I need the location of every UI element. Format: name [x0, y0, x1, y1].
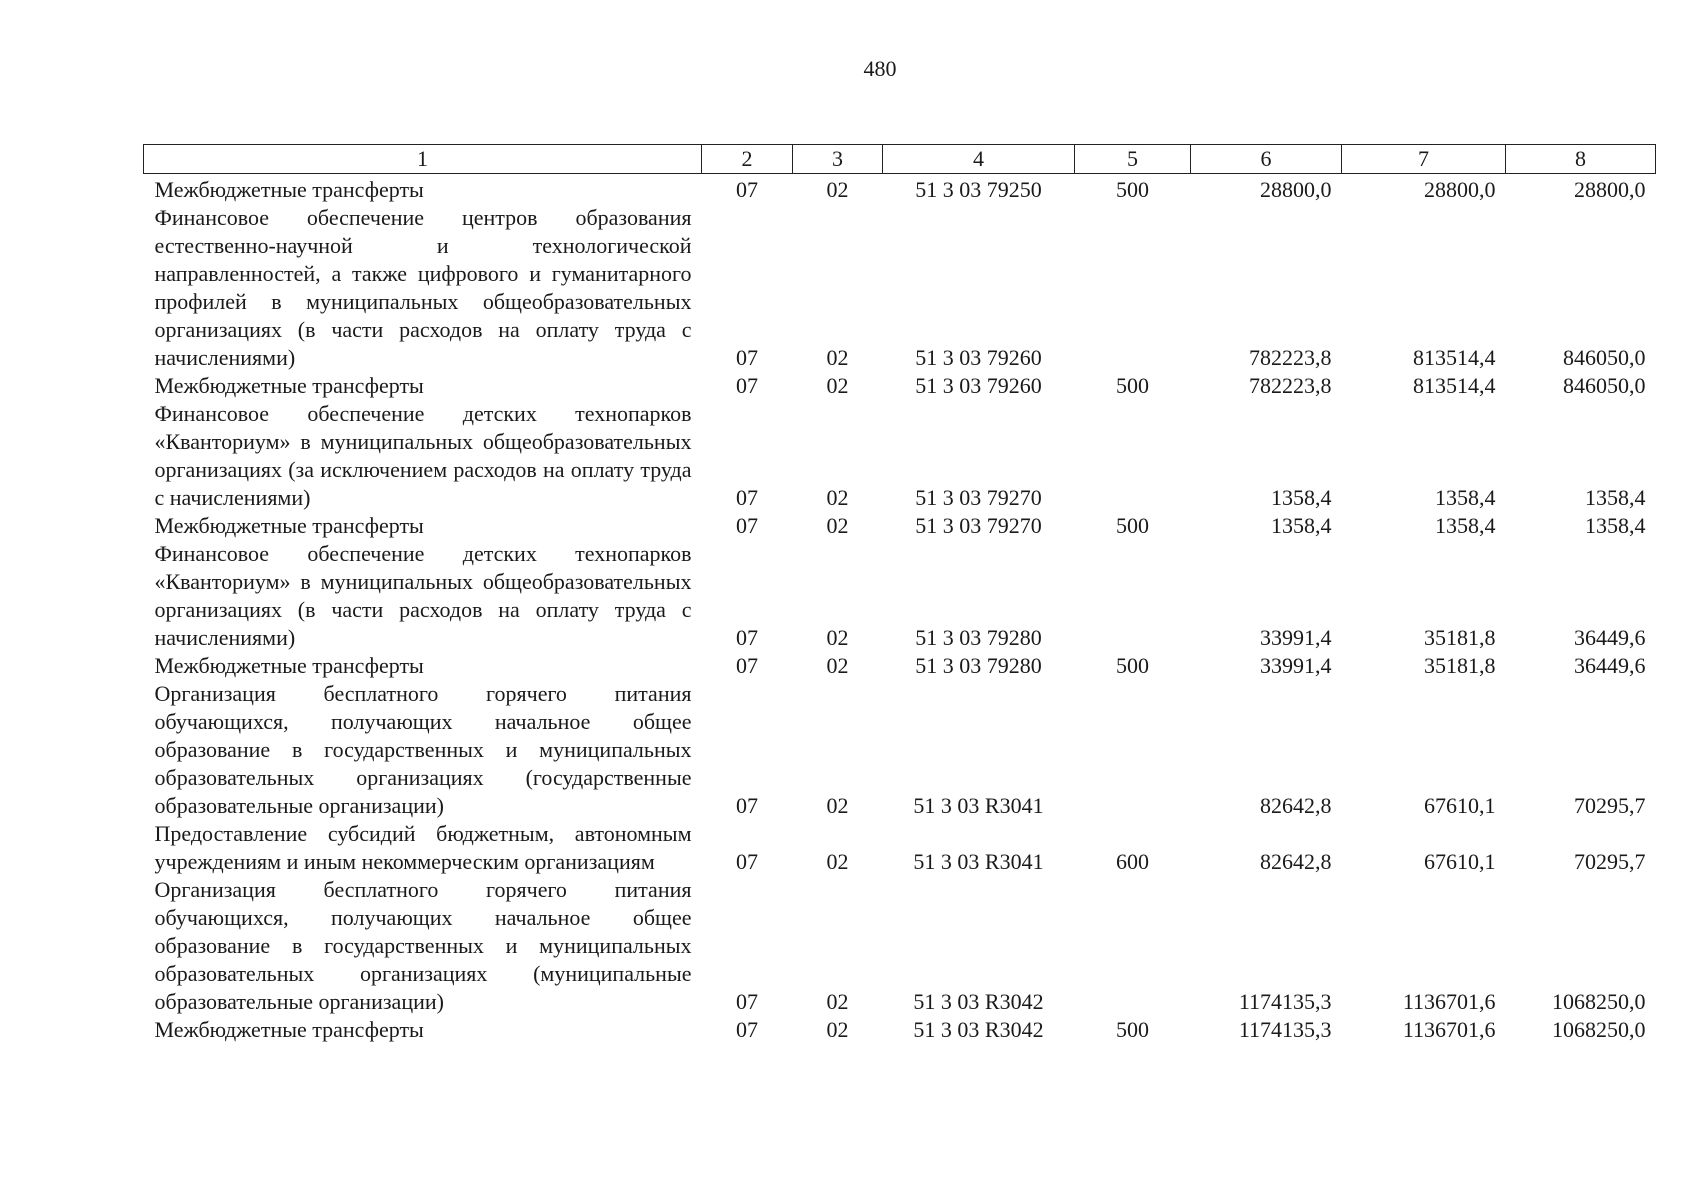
amount-col-7: 35181,8	[1424, 653, 1496, 678]
amount-col-6: 82642,8	[1260, 793, 1332, 818]
target-article-code: 51 3 03 R3042	[913, 989, 1044, 1014]
subsection-code: 02	[826, 345, 849, 370]
target-article-code: 51 3 03 79250	[915, 177, 1042, 202]
column-header-2: 2	[702, 145, 793, 174]
column-header-4: 4	[883, 145, 1075, 174]
section-code: 07	[736, 653, 758, 678]
table-header-row	[144, 145, 1656, 174]
amount-col-6: 782223,8	[1249, 345, 1332, 370]
table-row	[144, 372, 1656, 400]
table-header	[144, 145, 1656, 174]
section-code: 07	[736, 373, 758, 398]
target-article-code: 51 3 03 R3042	[913, 1017, 1044, 1042]
target-article-code: 51 3 03 R3041	[913, 793, 1044, 818]
amount-col-6: 28800,0	[1260, 177, 1332, 202]
subsection-code: 02	[826, 793, 849, 818]
table-row	[144, 680, 1656, 820]
column-header-7: 7	[1342, 145, 1506, 174]
column-header-3: 3	[793, 145, 883, 174]
row-description: Межбюджетные трансферты	[154, 653, 424, 678]
subsection-code: 02	[826, 989, 849, 1014]
table-row	[144, 540, 1656, 652]
amount-col-8: 846050,0	[1563, 345, 1646, 370]
amount-col-7: 1136701,6	[1402, 1017, 1496, 1042]
amount-col-7: 67610,1	[1424, 849, 1496, 874]
amount-col-6: 1358,4	[1271, 513, 1332, 538]
subsection-code: 02	[826, 513, 849, 538]
section-code: 07	[736, 177, 758, 202]
amount-col-6: 1174135,3	[1238, 989, 1332, 1014]
table-body	[144, 174, 1656, 1045]
section-code: 07	[736, 1017, 758, 1042]
row-description: Финансовое обеспечение центров образования естественно-научной и технологической направленностей, а также цифрового и гуманитарного профилей в муниципальных общеобразовательных организациях (в части расходов на оплату труда с начислениями)	[154, 205, 692, 370]
subsection-code: 02	[826, 373, 849, 398]
amount-col-8: 70295,7	[1574, 849, 1646, 874]
target-article-code: 51 3 03 79260	[915, 345, 1042, 370]
column-header-8: 8	[1506, 145, 1656, 174]
table-row	[144, 820, 1656, 876]
amount-col-6: 1358,4	[1271, 485, 1332, 510]
amount-col-6: 33991,4	[1260, 625, 1332, 650]
subsection-code: 02	[826, 849, 849, 874]
amount-col-8: 28800,0	[1574, 177, 1646, 202]
table-row	[144, 876, 1656, 1016]
section-code: 07	[736, 989, 758, 1014]
expense-type-code: 500	[1116, 653, 1149, 678]
table-row	[144, 400, 1656, 512]
row-description: Межбюджетные трансферты	[154, 177, 424, 202]
amount-col-8: 36449,6	[1574, 653, 1646, 678]
expense-type-code	[1075, 204, 1191, 372]
target-article-code: 51 3 03 79260	[915, 373, 1042, 398]
table-row	[144, 652, 1656, 680]
page-number: 480	[863, 56, 897, 81]
expense-type-code: 500	[1116, 1017, 1149, 1042]
row-description: Финансовое обеспечение детских технопарков «Кванториум» в муниципальных общеобразовательных организациях (в части расходов на оплату труда с начислениями)	[154, 541, 692, 650]
amount-col-7: 35181,8	[1424, 625, 1496, 650]
target-article-code: 51 3 03 79280	[915, 625, 1042, 650]
subsection-code: 02	[826, 653, 849, 678]
amount-col-7: 813514,4	[1413, 345, 1496, 370]
amount-col-6: 1174135,3	[1238, 1017, 1332, 1042]
row-description: Организация бесплатного горячего питания обучающихся, получающих начальное общее образование в государственных и муниципальных образовательных организациях (государственные образовательные организации)	[154, 681, 692, 818]
column-header-5: 5	[1075, 145, 1191, 174]
row-description: Межбюджетные трансферты	[154, 513, 424, 538]
expense-type-code: 500	[1116, 177, 1149, 202]
amount-col-7: 1136701,6	[1402, 989, 1496, 1014]
target-article-code: 51 3 03 79270	[915, 513, 1042, 538]
amount-col-7: 1358,4	[1435, 485, 1496, 510]
amount-col-7: 813514,4	[1413, 373, 1496, 398]
amount-col-6: 82642,8	[1260, 849, 1332, 874]
expense-type-code	[1075, 876, 1191, 1016]
subsection-code: 02	[826, 177, 849, 202]
amount-col-8: 1358,4	[1585, 513, 1646, 538]
table-row	[144, 512, 1656, 540]
amount-col-8: 36449,6	[1574, 625, 1646, 650]
column-header-1: 1	[144, 145, 702, 174]
section-code: 07	[736, 625, 758, 650]
row-description: Межбюджетные трансферты	[154, 373, 424, 398]
budget-table	[143, 144, 1656, 1044]
amount-col-8: 1358,4	[1585, 485, 1646, 510]
amount-col-7: 1358,4	[1435, 513, 1496, 538]
row-description: Финансовое обеспечение детских технопарков «Кванториум» в муниципальных общеобразовательных организациях (за исключением расходов на оплату труда с начислениями)	[154, 401, 692, 510]
expense-type-code	[1075, 400, 1191, 512]
row-description: Межбюджетные трансферты	[154, 1017, 424, 1042]
amount-col-7: 28800,0	[1424, 177, 1496, 202]
table-row	[144, 1016, 1656, 1044]
expense-type-code: 500	[1116, 513, 1149, 538]
amount-col-8: 846050,0	[1563, 373, 1646, 398]
target-article-code: 51 3 03 79280	[915, 653, 1042, 678]
expense-type-code	[1075, 540, 1191, 652]
table-row	[144, 174, 1656, 205]
amount-col-7: 67610,1	[1424, 793, 1496, 818]
expense-type-code	[1075, 680, 1191, 820]
subsection-code: 02	[826, 1017, 849, 1042]
section-code: 07	[736, 513, 758, 538]
column-header-6: 6	[1191, 145, 1342, 174]
amount-col-6: 33991,4	[1260, 653, 1332, 678]
section-code: 07	[736, 345, 758, 370]
expense-type-code: 600	[1116, 849, 1149, 874]
section-code: 07	[736, 849, 758, 874]
subsection-code: 02	[826, 485, 849, 510]
section-code: 07	[736, 485, 758, 510]
amount-col-6: 782223,8	[1249, 373, 1332, 398]
section-code: 07	[736, 793, 758, 818]
target-article-code: 51 3 03 79270	[915, 485, 1042, 510]
target-article-code: 51 3 03 R3041	[913, 849, 1044, 874]
subsection-code: 02	[826, 625, 849, 650]
amount-col-8: 1068250,0	[1552, 989, 1646, 1014]
amount-col-8: 1068250,0	[1552, 1017, 1646, 1042]
table-row	[144, 204, 1656, 372]
amount-col-8: 70295,7	[1574, 793, 1646, 818]
row-description: Предоставление субсидий бюджетным, автономным учреждениям и иным некоммерческим организациям	[154, 821, 692, 874]
row-description: Организация бесплатного горячего питания обучающихся, получающих начальное общее образование в государственных и муниципальных образовательных организациях (муниципальные образовательные организации)	[154, 877, 692, 1014]
expense-type-code: 500	[1116, 373, 1149, 398]
